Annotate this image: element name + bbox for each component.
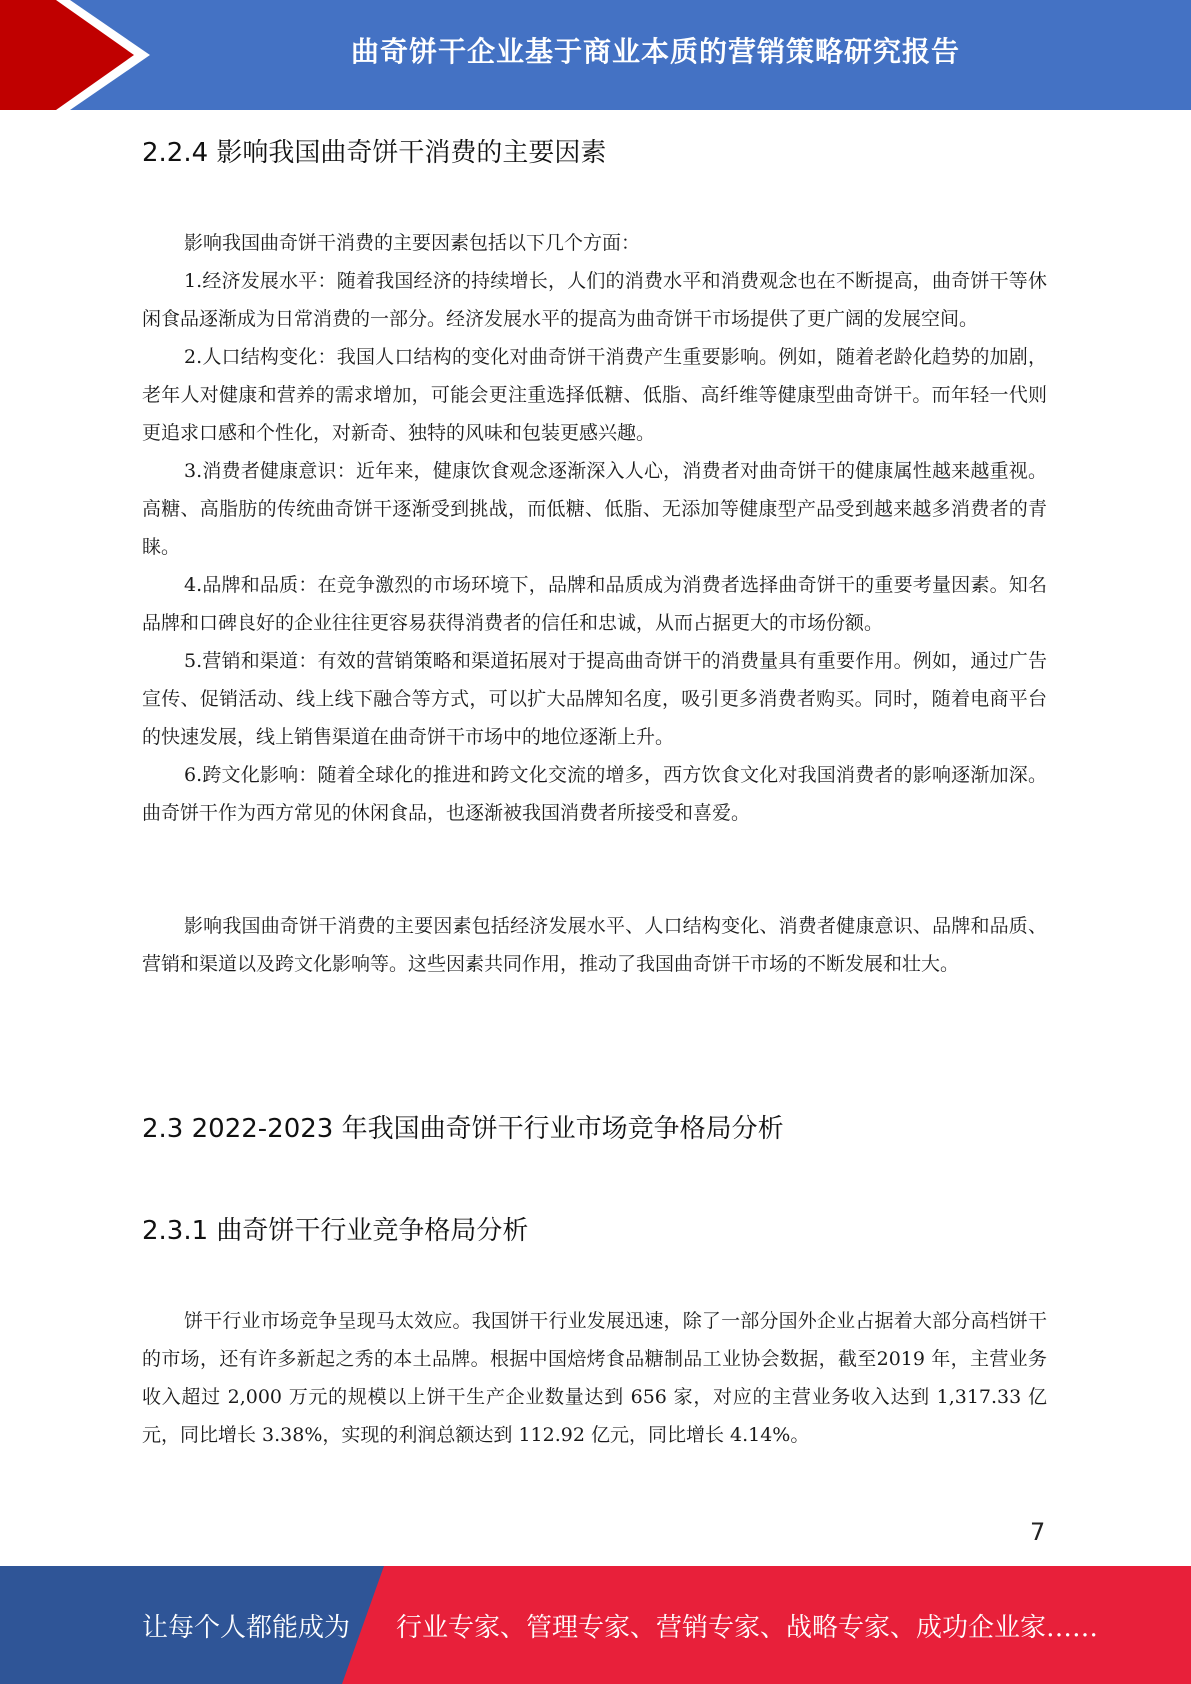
section-body-2-2-4: [142, 224, 1047, 832]
paragraph: 1.经济发展水平：随着我国经济的持续增长，人们的消费水平和消费观念也在不断提高，曲奇饼干等休闲食品逐渐成为日常消费的一部分。经济发展水平的提高为曲奇饼干市场提供了更广阔的发展空间。: [142, 270, 1047, 330]
paragraph: 影响我国曲奇饼干消费的主要因素包括以下几个方面：: [184, 232, 641, 254]
page-header: [0, 0, 1191, 110]
page-number: 7: [1030, 1518, 1046, 1546]
paragraph: 3.消费者健康意识：近年来，健康饮食观念逐渐深入人心，消费者对曲奇饼干的健康属性越来越重视。高糖、高脂肪的传统曲奇饼干逐渐受到挑战，而低糖、低脂、无添加等健康型产品受到越来越多消费者的青睐。: [142, 460, 1047, 558]
section-body-2-3-1: [142, 1302, 1047, 1454]
paragraph: 6.跨文化影响：随着全球化的推进和跨文化交流的增多，西方饮食文化对我国消费者的影响逐渐加深。曲奇饼干作为西方常见的休闲食品，也逐渐被我国消费者所接受和喜爱。: [142, 764, 1047, 824]
paragraph: 饼干行业市场竞争呈现马太效应。我国饼干行业发展迅速，除了一部分国外企业占据着大部分高档饼干的市场，还有许多新起之秀的本土品牌。根据中国焙烤食品糖制品工业协会数据，截至2019 年，主营业务收入超过 2,000 万元的规模以上饼干生产企业数量达到 656 家，对应的主营业务收入达到 1,317.33 亿元，同比增长 3.38%，实现的利润总额达到 112.92 亿元，同比增长 4.14%。: [142, 1310, 1047, 1446]
paragraph: 2.人口结构变化：我国人口结构的变化对曲奇饼干消费产生重要影响。例如，随着老龄化趋势的加剧，老年人对健康和营养的需求增加，可能会更注重选择低糖、低脂、高纤维等健康型曲奇饼干。而年轻一代则更追求口感和个性化，对新奇、独特的风味和包装更感兴趣。: [142, 346, 1047, 444]
page-footer: [0, 1566, 1191, 1684]
report-title: 曲奇饼干企业基于商业本质的营销策略研究报告: [350, 35, 960, 68]
footer-slogan-left: 让每个人都能成为: [142, 1612, 351, 1643]
section-summary-2-2-4: [142, 907, 1047, 983]
section-heading-2-3-1: 2.3.1 曲奇饼干行业竞争格局分析: [142, 1216, 529, 1246]
summary-paragraph: 影响我国曲奇饼干消费的主要因素包括经济发展水平、人口结构变化、消费者健康意识、品牌和品质、营销和渠道以及跨文化影响等。这些因素共同作用，推动了我国曲奇饼干市场的不断发展和壮大。: [142, 915, 1047, 975]
section-heading-2-2-4: 2.2.4 影响我国曲奇饼干消费的主要因素: [142, 138, 607, 168]
paragraph: 4.品牌和品质：在竞争激烈的市场环境下，品牌和品质成为消费者选择曲奇饼干的重要考量因素。知名品牌和口碑良好的企业往往更容易获得消费者的信任和忠诚，从而占据更大的市场份额。: [142, 574, 1047, 634]
footer-slogan-right: 行业专家、管理专家、营销专家、战略专家、成功企业家……: [396, 1612, 1099, 1643]
section-heading-2-3: 2.3 2022-2023 年我国曲奇饼干行业市场竞争格局分析: [142, 1114, 784, 1144]
paragraph: 5.营销和渠道：有效的营销策略和渠道拓展对于提高曲奇饼干的消费量具有重要作用。例如，通过广告宣传、促销活动、线上线下融合等方式，可以扩大品牌知名度，吸引更多消费者购买。同时，随着电商平台的快速发展，线上销售渠道在曲奇饼干市场中的地位逐渐上升。: [142, 650, 1047, 748]
